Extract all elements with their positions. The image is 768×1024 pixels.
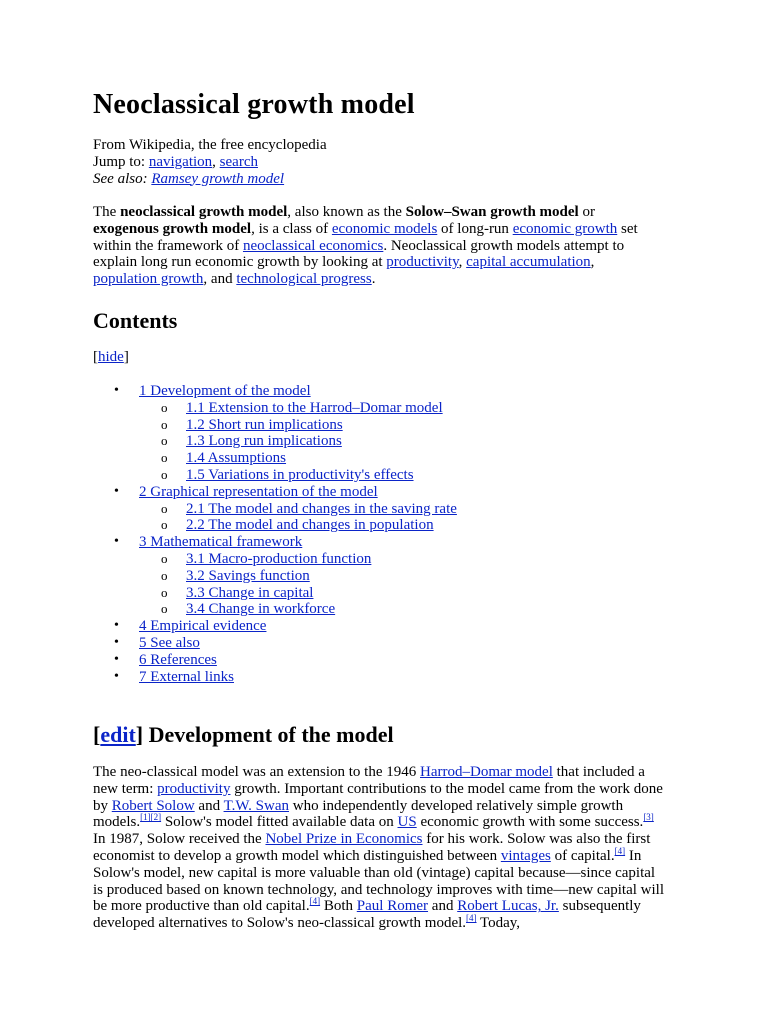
toc-item [93,517,457,534]
robert-solow-link[interactable]: Robert Solow [111,797,195,814]
productivity-link[interactable]: productivity [157,780,231,797]
vintages-link[interactable]: vintages [500,847,551,864]
ramsey-growth-model-link[interactable]: Ramsey growth model [151,170,285,187]
economic-models-link[interactable]: economic models [331,220,438,237]
intro-text: , also known as the [287,204,406,220]
toc-link[interactable]: 6 References [139,651,217,668]
intro-text: . [371,271,376,288]
toc-item [93,433,457,450]
toc-item [93,400,457,417]
navigation-link[interactable]: navigation [148,153,213,170]
body-text: and [428,898,458,915]
body-text: and [194,797,224,814]
productivity-link[interactable]: productivity [386,254,459,271]
toc-link[interactable]: 1 Development of the model [139,383,311,399]
intro-text: , [590,254,595,271]
robert-lucas-link[interactable]: Robert Lucas, Jr. [457,898,559,915]
toc-link[interactable]: 3.4 Change in workforce [186,601,336,618]
population-growth-link[interactable]: population growth [93,271,204,288]
toc-link[interactable]: 1.4 Assumptions [186,450,287,467]
toc-link[interactable]: 1.5 Variations in productivity's effects [186,466,414,483]
search-link[interactable]: search [219,153,258,170]
development-paragraph [93,764,668,932]
toc-link[interactable]: 2.2 The model and changes in population [186,517,434,534]
toc-item [93,484,457,501]
intro-text: The [93,204,121,220]
body-text: Both [320,898,357,915]
toc-item [93,669,457,686]
body-text: In Solow's model, new capital is more valuable than old (vintage) capital because—since capital is produced based on known technology, and technology improves with time—new capital will be more productive than old capital. [93,847,664,915]
body-text: The neo-classical model was an extension to the 1946 [93,764,420,780]
bracket: ] [135,722,149,747]
toc-link[interactable]: 3 Mathematical framework [139,534,303,551]
see-also-label: See also: [93,170,152,187]
intro-bold: Solow–Swan growth model [405,204,579,220]
neoclassical-economics-link[interactable]: neoclassical economics [242,237,384,254]
citation-link[interactable]: [4] [466,913,477,924]
intro-text: or [578,204,595,220]
toc-link[interactable]: 3.3 Change in capital [186,584,314,601]
toc-item [93,635,457,652]
body-text: subsequently developed alternatives to Solow's neo-classical growth model. [93,898,641,932]
toc-item [93,618,457,635]
intro-text: , is a class of [251,220,332,237]
toc-link[interactable]: 3.2 Savings function [186,567,310,584]
toc-item [93,383,457,400]
toc-item [93,568,457,585]
intro-bold: exogenous growth model [93,220,252,237]
site-tagline: From Wikipedia, the free encyclopedia [93,137,327,153]
contents-heading: Contents [93,308,178,333]
paul-romer-link[interactable]: Paul Romer [356,898,429,915]
citation-link[interactable]: [1][2] [140,812,162,823]
intro-text: set within the framework of [93,220,638,254]
toc-item [93,534,457,551]
economic-growth-link[interactable]: economic growth [512,220,618,237]
intro-paragraph [93,204,653,288]
toc-item [93,652,457,669]
body-text: that included a new term: [93,764,645,797]
toc-link[interactable]: 7 External links [139,668,234,685]
toc-item [93,585,457,602]
body-text: In 1987, Solow received the [93,831,266,848]
toc-item [93,501,457,518]
body-text: of capital. [550,847,615,864]
nobel-prize-link[interactable]: Nobel Prize in Economics [265,831,423,848]
bracket: [ [93,349,98,365]
body-text: for his work. Solow was also the first economist to develop a growth model which distinguished between [93,831,651,864]
toc-item [93,450,457,467]
toc-item [93,601,457,618]
toc-link[interactable]: 5 See also [139,634,200,651]
citation-link[interactable]: [4] [614,845,626,856]
section-heading [93,722,394,748]
toc-link[interactable]: 1.1 Extension to the Harrod–Domar model [186,399,443,416]
body-text: Today, [476,915,521,932]
toc-link[interactable]: 1.2 Short run implications [186,416,343,433]
toc-link[interactable]: 1.3 Long run implications [186,433,342,450]
toc-link[interactable]: 3.1 Macro-production function [186,550,372,567]
table-of-contents [93,383,457,685]
capital-accumulation-link[interactable]: capital accumulation [466,254,591,271]
citation-link[interactable]: [4] [309,896,321,907]
jump-to-line [93,154,327,171]
intro-text: , [458,254,467,271]
intro-text: . Neoclassical growth models attempt to explain long run economic growth by looking at [93,237,625,271]
bracket: [ [93,722,101,747]
toc-link[interactable]: 2 Graphical representation of the model [139,483,378,500]
body-text: who independently developed relatively simple growth models. [93,797,624,831]
technological-progress-link[interactable]: technological progress [236,271,372,288]
toc-toggle [93,349,673,366]
body-text: growth. Important contributions to the model came from the work done by [93,780,663,814]
see-also-hatnote [93,171,327,188]
bracket: ] [123,349,129,365]
intro-text: of long-run [437,220,513,237]
page-title: Neoclassical growth model [93,89,415,120]
article-subheader [93,137,327,187]
us-link[interactable]: US [397,814,417,831]
toc-item [93,467,457,484]
hide-toc-link[interactable]: hide [98,349,124,365]
toc-link[interactable]: 2.1 The model and changes in the saving rate [186,500,457,517]
body-text: Solow's model fitted available data on [161,814,398,831]
citation-link[interactable]: [3] [643,812,654,823]
tw-swan-link[interactable]: T.W. Swan [223,797,289,814]
intro-bold: neoclassical growth model [120,204,288,220]
edit-section-link[interactable]: edit [100,722,136,747]
jump-separator: , [212,153,220,170]
toc-item [93,551,457,568]
section-title: Development of the model [148,722,394,747]
toc-link[interactable]: 4 Empirical evidence [139,618,267,635]
jump-to-label: Jump to: [93,153,149,170]
harrod-domar-link[interactable]: Harrod–Domar model [420,764,553,780]
body-text: economic growth with some success. [416,814,644,831]
toc-item [93,417,457,434]
intro-text: , and [203,271,237,288]
